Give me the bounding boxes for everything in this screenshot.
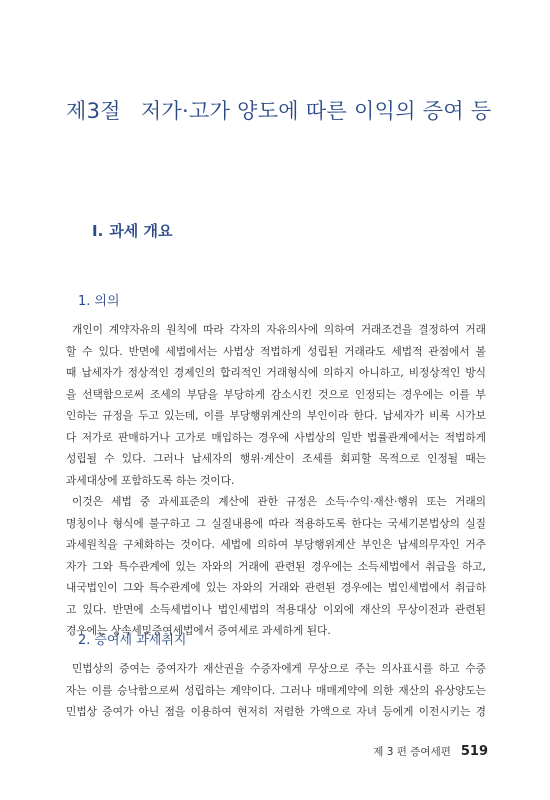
body-text-gift-tax-purpose xyxy=(66,658,486,723)
chapter-number: 제3절 xyxy=(66,99,121,123)
text-line: 명칭이나 형식에 불구하고 그 실질내용에 따라 적용하도록 한다는 국세기본법상의 실질 xyxy=(66,516,486,530)
footer-book: 증여세편 xyxy=(410,746,451,758)
text-line: 자가 그와 특수관계에 있는 자와의 거래에 관련된 경우에는 소득세법에서 취급을 하고, xyxy=(66,559,486,573)
subsection-number: 2. xyxy=(78,633,91,648)
page-number: 519 xyxy=(460,744,488,759)
text-line: 을 선택함으로써 조세의 부담을 부당하게 감소시킨 것으로 인정되는 경우에는 이를 부 xyxy=(66,387,486,401)
text-line: 내국법인이 그와 특수관계에 있는 자와의 거래와 관련된 경우에는 법인세법에서 취급하 xyxy=(66,581,486,594)
text-line: 개인이 계약자유의 원칙에 따라 각자의 자유의사에 의하여 거래조건을 결정하여 거래 xyxy=(72,323,486,336)
text-line: 민법상 증여가 아닌 점을 이용하여 현저히 저렴한 가액으로 자녀 등에게 이전시키는 경 xyxy=(66,705,486,718)
subsection-heading-meaning xyxy=(78,290,120,309)
subsection-title: 의의 xyxy=(94,294,120,309)
text-line: 민법상의 증여는 증여자가 재산권을 수증자에게 무상으로 주는 의사표시를 하고 수증 xyxy=(72,662,486,675)
footer-part: 제 3 편 xyxy=(373,746,407,758)
subsection-heading-gift-tax-purpose xyxy=(78,629,186,648)
text-line: 고 있다. 반면에 소득세법이나 법인세법의 적용대상 이외에 재산의 무상이전과 관련된 xyxy=(66,602,486,616)
subsection-title: 증여세 과세취지 xyxy=(94,633,187,648)
text-line: 과세원칙을 구체화하는 것이다. 세법에 의하여 부당행위계산 부인은 납세의무자인 거주 xyxy=(66,538,486,551)
text-line: 과세대상에 포함하도록 하는 것이다. xyxy=(66,473,235,487)
body-text-meaning xyxy=(66,319,486,642)
text-line: 할 수 있다. 반면에 세법에서는 사법상 적법하게 성립된 거래라도 세법적 관점에서 볼 xyxy=(66,344,486,358)
text-line: 다 저가로 판매하거나 고가로 매입하는 경우에 사법상의 일반 법률관계에서는 적법하게 xyxy=(66,430,486,444)
text-line: 성립될 수 있다. 그러나 납세자의 행위·계산이 조세를 회피할 목적으로 인정될 때는 xyxy=(66,452,486,465)
text-line: 때 납세자가 정상적인 경제인의 합리적인 거래형식에 의하지 아니하고, 비정상적인 방식 xyxy=(66,366,486,379)
text-line: 인하는 규정을 두고 있는데, 이를 부당행위계산의 부인이라 한다. 납세자가 비록 시가보 xyxy=(66,409,486,422)
text-line: 경우에는 상속세및증여세법에서 증여세로 과세하게 된다. xyxy=(66,624,331,637)
subsection-number: 1. xyxy=(78,294,91,309)
text-line: 이것은 세법 중 과세표준의 계산에 관한 규정은 소득·수익·재산·행위 또는 거래의 xyxy=(72,495,486,508)
section-title xyxy=(92,220,172,241)
section-title-text: 과세 개요 xyxy=(109,222,173,240)
section-numeral: Ⅰ. xyxy=(92,222,104,240)
chapter-title-text: 저가·고가 양도에 따른 이익의 증여 등 xyxy=(140,99,492,123)
page-footer xyxy=(373,744,488,759)
text-line: 자는 이를 승낙함으로써 성립하는 계약이다. 그러나 매매계약에 의한 재산의 유상양도는 xyxy=(66,683,486,697)
chapter-title xyxy=(66,95,506,125)
